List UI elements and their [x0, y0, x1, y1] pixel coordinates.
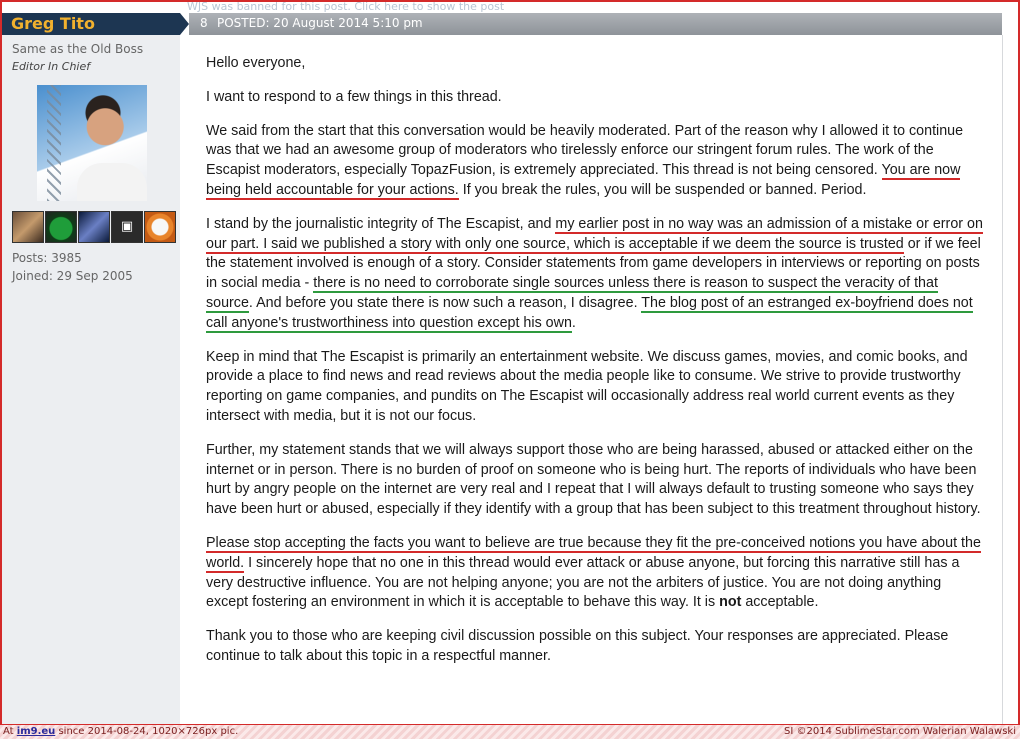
highlight-red: my earlier post in no way was an admission of a mistake or error on our part. I said we published a story with only one source, which is acceptable if we deem the source is trusted	[206, 215, 983, 252]
avatar-shirt	[77, 163, 147, 201]
post-paragraph	[206, 534, 986, 613]
name-tab-arrow	[180, 13, 189, 35]
post-body	[206, 54, 986, 667]
text-segment: I sincerely hope that no one in this thread would ever attack or abuse anyone, but forcing this narrative still has a very destructive influence. You are not helping anyone; you are not the arbiters of justice. You are not doing anything except fostering an environment in which it is acceptable to behave this way. It is	[206, 554, 960, 611]
author-name-tab	[2, 13, 180, 35]
footer-site-link[interactable]: im9.eu	[16, 726, 56, 737]
author-role: Editor In Chief	[12, 60, 91, 73]
badge-icon[interactable]	[12, 211, 44, 243]
post-greeting: Hello everyone,	[206, 55, 306, 71]
banned-post-notice[interactable]: WJS was banned for this post. Click here to show the post	[187, 0, 505, 13]
author-name[interactable]: Greg Tito	[11, 14, 95, 33]
post-paragraph: I want to respond to a few things in this thread.	[206, 88, 502, 105]
highlight-red: Please stop accepting the facts you want to believe are true because they fit the pre-conceived notions you have about the world.	[206, 534, 981, 571]
post-paragraph: Thank you to those who are keeping civil discussion possible on this subject. Your responses are appreciated. Please continue to talk about this topic in a respectful manner.	[206, 628, 949, 664]
footer-prefix: At	[3, 726, 17, 737]
post-paragraph: Further, my statement stands that we will always support those who are being harassed, abused or attacked either on the internet or in person. There is no burden of proof on someone who is being hurt. The reports of individuals who have been hurt by angry people on the internet are very real and I repeat that I will always default to trusting someone who says they have been hurt or abused, especially if they identify with a group that has been subject to this treatment throughout history.	[206, 441, 981, 518]
text-segment: . And before you state there is now such a reason, I disagree.	[248, 294, 642, 311]
highlight-green: there is no need to corroborate single sources unless there is reason to suspect the veracity of that source	[206, 275, 938, 311]
emphasis-text: not	[719, 594, 742, 611]
footer-suffix: since 2014-08-24, 1020×726px pic.	[55, 726, 239, 737]
author-tagline: Same as the Old Boss	[12, 42, 144, 56]
text-segment: or if we feel the statement involved is enough of a story. Consider statements from game developers in interviews or reporting on posts in social media -	[206, 235, 981, 292]
post-right-border	[1002, 35, 1003, 724]
highlight-green: The blog post of an estranged ex-boyfriend does not call anyone's trustworthiness into question except his own	[206, 294, 973, 331]
footer-left	[3, 726, 238, 737]
highlight-red: You are now being held accountable for your actions.	[206, 162, 961, 198]
post-number[interactable]: 8	[200, 16, 208, 30]
text-segment: I stand by the journalistic integrity of The Escapist, and	[206, 215, 556, 232]
post-paragraph	[206, 215, 986, 334]
text-segment: If you break the rules, you will be suspended or banned. Period.	[458, 181, 867, 198]
text-segment: acceptable.	[741, 594, 819, 611]
badge-icon[interactable]	[78, 211, 110, 243]
footer-credit: SI ©2014 SublimeStar.com Walerian Walawski	[784, 726, 1016, 737]
post-paragraph	[206, 122, 986, 201]
chat-icon[interactable]: ▣	[111, 211, 143, 243]
text-segment: We said from the start that this conversation would be heavily moderated. Part of the reason why I allowed it to continue was that we had an awesome group of moderators who tirelessly enforce our stringent forum rules. The work of the Escapist moderators, especially TopazFusion, is extremely appreciated. This thread is not being censored.	[206, 122, 964, 179]
author-join-date: Joined: 29 Sep 2005	[12, 269, 133, 283]
post-header-bar	[189, 13, 1002, 35]
image-host-footer	[0, 724, 1020, 739]
badge-icon[interactable]	[144, 211, 176, 243]
post-timestamp: POSTED: 20 August 2014 5:10 pm	[217, 16, 423, 30]
author-sidebar	[2, 35, 180, 724]
post-paragraph: Keep in mind that The Escapist is primarily an entertainment website. We discuss games, movies, and comic books, and provide a place to find news and read reviews about the media people like to consume. We strive to provide trustworthy reporting on game companies, and pundits on The Escapist will occasionally address real world current events as they intersect with media, but it is not our focus.	[206, 348, 968, 424]
badge-icon[interactable]	[45, 211, 77, 243]
author-post-count: Posts: 3985	[12, 251, 82, 265]
avatar[interactable]	[37, 85, 147, 201]
text-segment: .	[571, 314, 576, 331]
avatar-background-tower	[47, 85, 61, 201]
